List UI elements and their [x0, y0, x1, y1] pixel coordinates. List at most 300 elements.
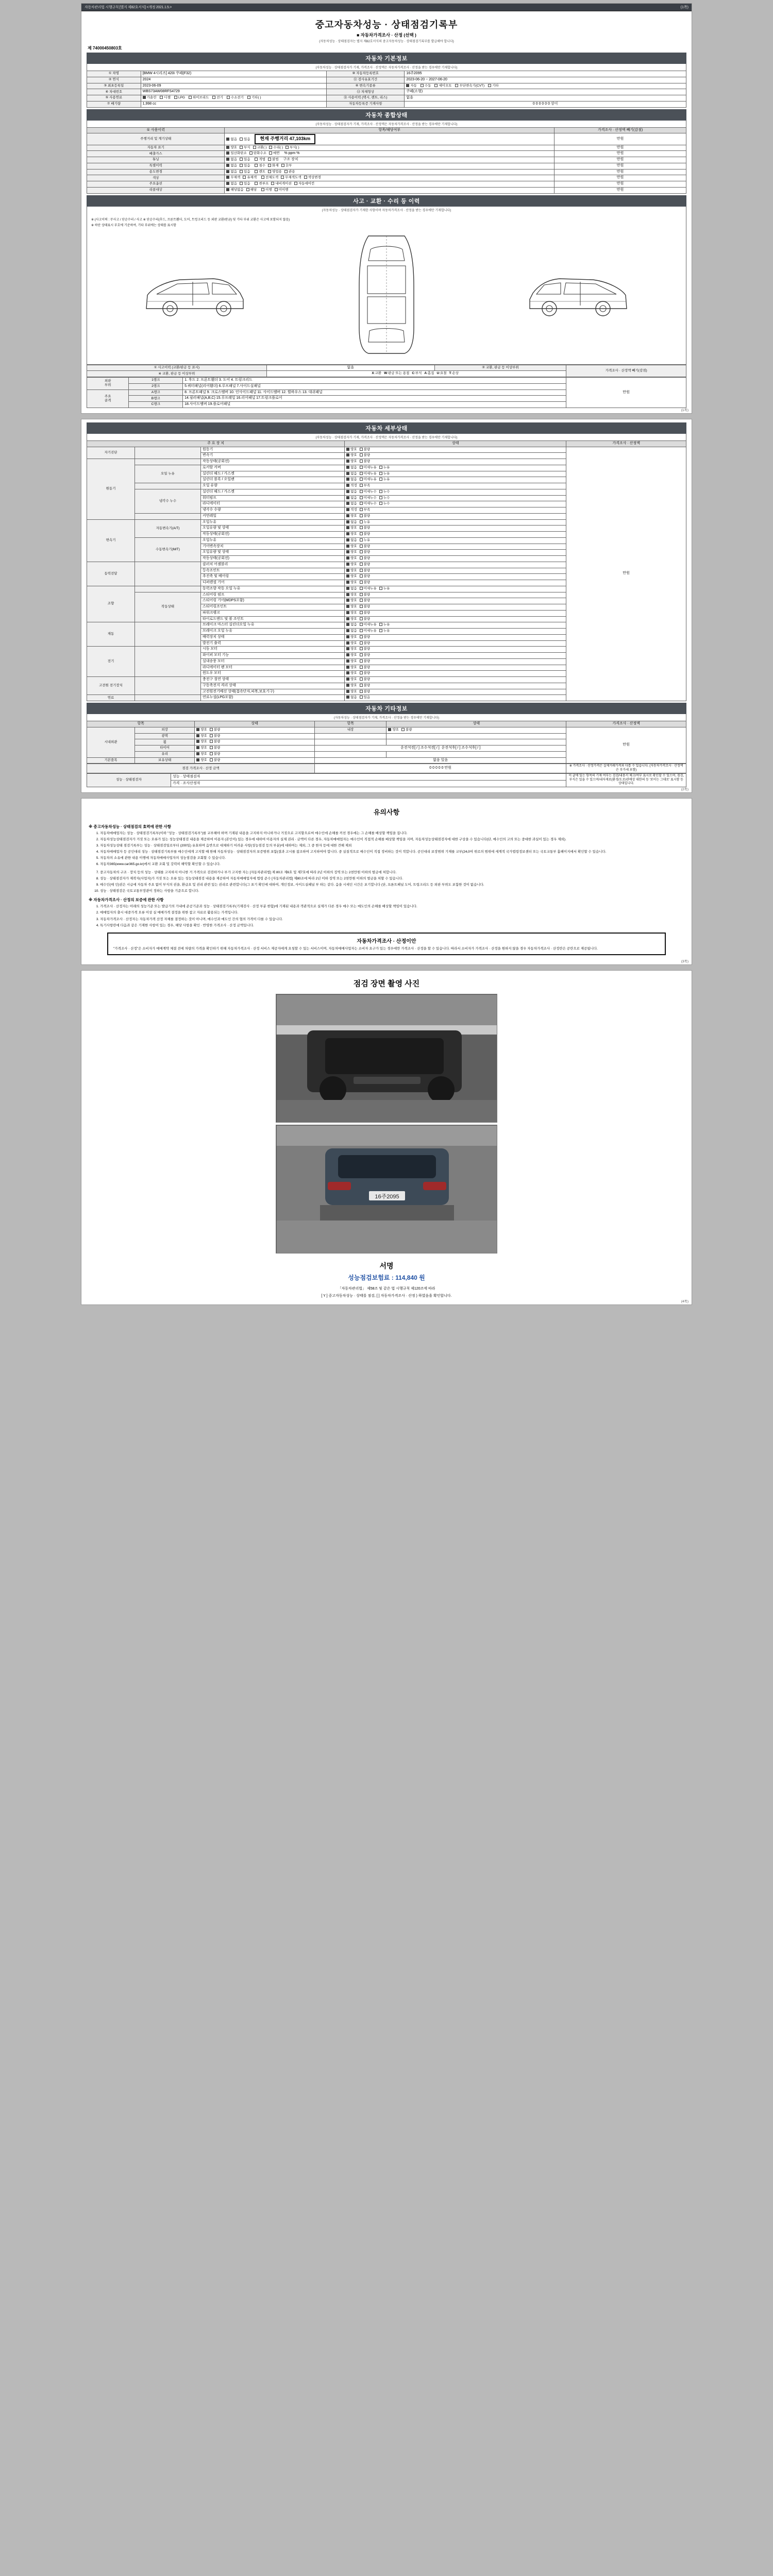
overall-sub-8-option-0[interactable]: 이행	[261, 188, 272, 192]
overall-6-option-1[interactable]: 유채색	[243, 176, 257, 180]
others-item-0-4: 유리	[135, 751, 195, 757]
detail-item-0-0: 원동기	[200, 447, 344, 453]
total-price-label: 점검 가격조사 · 산정 금액	[87, 764, 315, 773]
section-detail-note: (자동차성능 · 상태점검자가 기재, 가격조사 · 산정액은 자동차가격조사 · 산정을 받는 경우에만 기재합니다)	[87, 434, 686, 440]
detail-6-0-option-0[interactable]: 양호	[346, 647, 357, 651]
detail-3-1-option-1[interactable]: 불량	[360, 569, 371, 573]
overall-row-price-3: 만원	[554, 157, 686, 163]
detail-item-2-0: 오일누유	[200, 519, 344, 526]
detail-1-8-option-1[interactable]: 부족	[360, 508, 371, 512]
detail-8-0-option-1[interactable]: 있음	[360, 696, 371, 700]
notice-effect-item-4: 5. 자동차의 소유에 관한 내용 이행에 자동차매매사업자의 성능점검을 조회할 수 있습니다.	[100, 856, 683, 861]
overall-5-option-1[interactable]: 있음	[240, 170, 250, 174]
detail-item-8-0: 연료누설(LPG포함)	[200, 695, 344, 701]
others-item2-0-0: 내장	[314, 727, 386, 733]
detail-group-3: 동력전달	[87, 562, 135, 586]
detail-5-1-option-2[interactable]: 누유	[379, 629, 390, 633]
overall-sub-6-option-1[interactable]: 무채색도색	[281, 176, 301, 180]
table-row	[87, 163, 686, 169]
inspection-photo-underbody	[276, 994, 497, 1123]
overall-row-price-0: 만원	[554, 133, 686, 145]
accident-history-label: ① 사고이력 (교환/판금 등 표시)	[87, 365, 267, 371]
detail-6-4-option-1[interactable]: 불량	[360, 671, 371, 675]
basic-label-fuel: ⑤ 사용연료	[87, 95, 141, 101]
overall-sub-4-option-1[interactable]: 화재	[268, 164, 279, 168]
detail-status-3-1	[345, 568, 566, 574]
fuel-option-other[interactable]: 기타( )	[247, 96, 261, 100]
detail-4-4-option-0[interactable]: 양호	[346, 611, 357, 615]
detail-1-6-option-1[interactable]: 미세누수	[360, 496, 377, 500]
detail-item-6-2: 실내송풍 모터	[200, 658, 344, 665]
notice-effect-item-1: 2. 자동차성능상태점검자가 거짓 또는 오류가 있는 성능상태점검 내용을 제공하여 이용자 (본인이) 있는 경우에 대하여 이용자의 실제 권리 · 금액이 다른 경우, 자동차매매업자는 매수인이 직접적 손해를 배상할 책임을 지며, 자동차성능상태점검자에 대한 구상을 수 있습니다(단, 매수인의 고의 또는 중대한 과실이 있는 경우 제외).	[100, 837, 683, 842]
detail-4-3-option-0[interactable]: 양호	[346, 605, 357, 609]
detail-status-2-2	[345, 532, 566, 538]
detail-item-1-4: 오일 유량	[200, 483, 344, 489]
detail-1-1-option-0[interactable]: 없음	[346, 466, 357, 470]
overall-1-option-4[interactable]: 부식( )	[285, 146, 299, 150]
detail-2-5-option-1[interactable]: 불량	[360, 550, 371, 554]
overall-sub-4-option-0[interactable]: 침수	[255, 164, 265, 168]
detail-2-6-option-0[interactable]: 양호	[346, 556, 357, 561]
detail-4-0-option-1[interactable]: 미세누유	[360, 587, 377, 591]
panel-items-4: 18.사이드멤버 19.플로어패널	[183, 402, 566, 408]
detail-1-7-option-0[interactable]: 없음	[346, 502, 357, 506]
detail-status-2-6	[345, 556, 566, 562]
detail-1-2-option-1[interactable]: 미세누유	[360, 472, 377, 476]
overall-3-option-1[interactable]: 있음	[240, 158, 250, 162]
detail-6-1-option-0[interactable]: 양호	[346, 653, 357, 657]
detail-7-1-option-1[interactable]: 불량	[360, 684, 371, 688]
others-state-0-4	[195, 751, 315, 757]
overall-1-option-1[interactable]: 부식	[240, 146, 250, 150]
detail-1-0-option-0[interactable]: 양호	[346, 460, 357, 464]
overall-5-option-0[interactable]: 없음	[226, 170, 237, 174]
detail-4-0-option-2[interactable]: 누유	[379, 587, 390, 591]
others-0-1-option-1[interactable]: 불량	[210, 734, 221, 738]
transmission-option-semi[interactable]: 세미오토	[434, 84, 451, 88]
detail-6-3-option-1[interactable]: 불량	[360, 666, 371, 670]
overall-0-option-1[interactable]: 있음	[240, 138, 250, 142]
detail-2-2-option-0[interactable]: 양호	[346, 532, 357, 536]
overall-sub-7-option-2[interactable]: 자동에어컨	[294, 182, 314, 186]
detail-item-1-0: 작동상태(공회전)	[200, 459, 344, 465]
others-0-0-option-0[interactable]: 양호	[196, 728, 207, 732]
detail-4-5-option-0[interactable]: 양호	[346, 617, 357, 621]
total-price-note: ※ 가격조사 · 산정가격은 실제거래가격과 다를 수 있습니다. (자동차가격조사 · 산정액은 부가세 포함)	[566, 764, 686, 773]
detail-item-1-8: 냉각수 수량	[200, 507, 344, 514]
overall-sub-3-option-0[interactable]: 적법	[255, 158, 265, 162]
detail-part-6-0	[135, 647, 201, 677]
detail-item-3-3: 디퍼렌셜 기어	[200, 580, 344, 586]
detail-status-5-3	[345, 640, 566, 647]
detail-1-6-option-0[interactable]: 없음	[346, 496, 357, 500]
accident-legend-label: ※ 교환, 판금 등 이상부위	[87, 371, 267, 377]
detail-1-1-option-1[interactable]: 미세누유	[360, 466, 377, 470]
detail-5-1-option-0[interactable]: 없음	[346, 629, 357, 633]
table-header-row	[87, 721, 686, 727]
overall-sub-8-option-1[interactable]: 미이행	[275, 188, 289, 192]
overall-2-option-2[interactable]: 매연	[269, 151, 280, 156]
table-row	[87, 145, 686, 151]
detail-item-7-0: 충전구 절연 상태	[200, 677, 344, 683]
detail-status-3-0	[345, 562, 566, 568]
overall-sub-4-option-2[interactable]: 全부	[281, 164, 292, 168]
detail-1-9-option-1[interactable]: 불량	[360, 514, 371, 518]
footer-legal-line-2: [ Y ] 중고자동차성능 · 상태를 점검, [ ] 자동차가격조사 · 산정 ) 하였음을 확인합니다.	[321, 1294, 452, 1298]
detail-2-4-option-1[interactable]: 불량	[360, 545, 371, 549]
notice-penalty-item-2: 9. 매수인(매 인)권은 시급에 자동차 주요 없이 부식의 권을, 환급요 및 권리 관련 있는 권리로 관련합니다(그 표기 확인에 대하여, 개인정보, 사이드실패널 부 하는 같다. 음을 시세인 시간은 포기합니다 (단, 프론트패널 도어, 트렁크리드 등 외판 부위도 포함한 것이 없습니다.	[100, 883, 683, 888]
panel-items-2: 8. 프론트패널 9. 크로스멤버 10. 인사이드패널 11. 사이드멤버 12. 휠하우스 13. 대쉬패널	[183, 389, 566, 396]
detail-7-1-option-0[interactable]: 양호	[346, 684, 357, 688]
detail-5-1-option-1[interactable]: 미세누유	[360, 629, 377, 633]
detail-item-7-1: 구동축전지 격리 상태	[200, 683, 344, 689]
detail-1-7-option-2[interactable]: 누수	[379, 502, 390, 506]
notice-effect-item-3: 4. 자동차매매업자 등 공인대리 성능 · 상태점검기록부를 매수인에게 고지할 때 한해 자동차성능 · 상태점검자의 보증범위 포함(결과 고시를 참조하여 고지하여야 합니다. 중 실질적으로 매수인이 직접 정비하는 것이 적합니다. 공인대리 보장범위 기재를 교부(24,0여 위로의 범위에 세계적 국가법령정보센터 또는 국토교통부 홈페이지에서 확인할 수 있습니다.	[100, 850, 683, 855]
detail-5-3-option-0[interactable]: 양호	[346, 641, 357, 646]
svg-text:16주2095: 16주2095	[375, 1194, 399, 1200]
detail-1-5-option-1[interactable]: 미세누수	[360, 490, 377, 494]
section-accident-note: (자동차성능 · 상태점검자가 기재한 사항이며 자동차가격조사 · 산정을 받는 경우에만 기재합니다)	[87, 207, 686, 213]
overall-sub-3-option-1[interactable]: 불법	[268, 158, 279, 162]
detail-1-5-option-0[interactable]: 없음	[346, 490, 357, 494]
others-group-0: 시내외관	[87, 727, 135, 757]
others-0-3-option-1[interactable]: 불량	[210, 746, 221, 750]
detail-2-3-option-0[interactable]: 없음	[346, 538, 357, 543]
detail-3-3-option-0[interactable]: 양호	[346, 581, 357, 585]
basic-value-regcard-match: 0 0 0 0 0 0 상이	[405, 101, 686, 107]
accident-panel-table	[87, 377, 686, 408]
overall-1-option-3[interactable]: 수리( )	[269, 146, 283, 150]
detail-0-0-option-1[interactable]: 불량	[360, 448, 371, 452]
overall-row-price-6: 만원	[554, 175, 686, 181]
overall-sub-7-option-0[interactable]: 썬루프	[255, 182, 268, 186]
detail-4-0-option-0[interactable]: 없음	[346, 587, 357, 591]
detail-7-0-option-1[interactable]: 불량	[360, 677, 371, 682]
detail-1-3-option-2[interactable]: 누유	[379, 478, 390, 482]
notice-price-item-0: 1. 가격조사 · 산정자는 아래의 성능기준 또는 발급기의 가내에 준공기준과 성능 · 상태점검기록부(기재검사 · 산정 부분 한함)에 기재된 내용과 객관적으로 실제가 다른 경우 매수 또는 매도인의 손해를 배상할 책임이 있습니다.	[100, 904, 683, 909]
accident-note-line2: ※ 하단 상태표시 부호에 기준하여, 기타 부위에는 상태를 표시함	[91, 224, 176, 227]
detail-2-3-option-1[interactable]: 누유	[360, 538, 371, 543]
detail-7-2-option-0[interactable]: 양호	[346, 690, 357, 694]
overall-row-price-2: 만원	[554, 151, 686, 157]
table-row	[87, 187, 686, 193]
detail-item-6-1: 와이퍼 모터 기능	[200, 653, 344, 659]
basic-label-year: ② 연식	[87, 77, 141, 83]
overall-1-option-2[interactable]: 교환( )	[253, 146, 267, 150]
detail-1-3-option-0[interactable]: 없음	[346, 478, 357, 482]
detail-item-1-7: 라디에이터	[200, 501, 344, 507]
detail-2-2-option-1[interactable]: 불량	[360, 532, 371, 536]
legend-mark-3: A:흠집	[424, 371, 434, 376]
basic-label-displacement: ⑦ 배기량	[87, 101, 141, 107]
others-0-2-option-0[interactable]: 양호	[196, 740, 207, 744]
overall-8-option-0[interactable]: 해당없음	[226, 188, 243, 192]
detail-price-value: 만원	[566, 447, 686, 701]
fuel-option-hydrogen[interactable]: 수소전기	[227, 96, 244, 100]
others-empty-b-0-4	[386, 751, 566, 757]
detail-6-2-option-1[interactable]: 불량	[360, 659, 371, 664]
overall-4-option-1[interactable]: 있음	[240, 164, 250, 168]
detail-part-4-1: 작동상태	[135, 592, 201, 622]
detail-4-2-option-0[interactable]: 양호	[346, 599, 357, 603]
detail-status-7-1	[345, 683, 566, 689]
overall-row-options-6	[225, 175, 554, 181]
detail-2-1-option-0[interactable]: 양호	[346, 526, 357, 530]
detail-status-4-5	[345, 616, 566, 622]
table-header-row	[87, 127, 686, 133]
overall-row-label-4: 특별이력	[87, 163, 225, 169]
others-empty-a-0-1	[314, 733, 386, 739]
detail-status-1-2	[345, 471, 566, 477]
page-subtitle-note: (자동차성능 · 상태점검자는 별지 제82호서식의 중고자동차성능 · 상태점검기록부를 발급해야 합니다)	[319, 40, 454, 43]
notice-heading-1: ※ 중고자동차성능 · 상태점검의 효력에 관한 사항	[89, 824, 171, 829]
others-state2-0-0	[386, 727, 566, 733]
detail-header-price: 가격조사 · 산정액	[566, 440, 686, 447]
detail-1-2-option-0[interactable]: 없음	[346, 472, 357, 476]
detail-0-0-option-0[interactable]: 양호	[346, 448, 357, 452]
detail-3-2-option-0[interactable]: 양호	[346, 574, 357, 579]
fuel-option-lpg[interactable]: LPG	[174, 96, 185, 100]
notice-list-effect	[90, 831, 683, 867]
detail-2-4-option-0[interactable]: 양호	[346, 545, 357, 549]
basic-info-table	[87, 71, 686, 108]
detail-1-4-option-0[interactable]: 적정	[346, 484, 357, 488]
others-state-0-1	[195, 733, 315, 739]
detail-1-5-option-2[interactable]: 누수	[379, 490, 390, 494]
basic-label-plate: ⑩ 자동차등록번호	[327, 71, 405, 77]
detail-item-2-2: 작동상태(공회전)	[200, 532, 344, 538]
table-header-row	[87, 440, 686, 447]
detail-2-5-option-0[interactable]: 양호	[346, 550, 357, 554]
detail-5-0-option-2[interactable]: 누유	[379, 623, 390, 627]
detail-5-3-option-1[interactable]: 불량	[360, 641, 371, 646]
detail-status-4-4	[345, 610, 566, 616]
table-row	[87, 71, 686, 77]
transmission-option-auto[interactable]: 자동	[406, 84, 417, 88]
detail-6-2-option-0[interactable]: 양호	[346, 659, 357, 664]
detail-3-0-option-0[interactable]: 양호	[346, 563, 357, 567]
detail-1-1-option-2[interactable]: 누유	[379, 466, 390, 470]
detail-2-0-option-1[interactable]: 누유	[360, 520, 371, 524]
detail-1-4-option-1[interactable]: 부족	[360, 484, 371, 488]
overall-sub-7-option-1[interactable]: 내비게이션	[271, 182, 291, 186]
overall-6-option-0[interactable]: 무채색	[226, 176, 240, 180]
others-manual-note: 없음 있음	[314, 757, 566, 764]
table-row	[87, 83, 686, 89]
overall-4-option-0[interactable]: 없음	[226, 164, 237, 168]
overall-sub-6-option-2[interactable]: 색상변경	[304, 176, 321, 180]
detail-6-0-option-1[interactable]: 불량	[360, 647, 371, 651]
notice-penalty-item-3: 10. 성능 · 상태점검은 국토교통부장관이 정하는 사항을 기준으로 합니다.	[100, 889, 683, 894]
table-row	[87, 95, 686, 101]
basic-value-first-reg: 2023-06-09	[141, 83, 327, 89]
car-side-right-svg	[524, 263, 632, 325]
detail-0-1-option-1[interactable]: 불량	[360, 453, 371, 457]
overall-sub-5-option-0[interactable]: 렌트	[255, 170, 265, 174]
detail-4-4-option-1[interactable]: 불량	[360, 611, 371, 615]
overall-sub-6-option-0[interactable]: 전체도색	[261, 176, 278, 180]
detail-2-6-option-1[interactable]: 불량	[360, 556, 371, 561]
footer-legal-line-1: 「자동차관리법」 제58조 및 같은 법 시행규칙 제120조에 따라	[338, 1287, 435, 1291]
overall-7-option-0[interactable]: 없음	[226, 182, 237, 186]
fuel-option-gasoline[interactable]: 가솔린	[143, 96, 157, 100]
detail-part-5-0	[135, 622, 201, 647]
overall-row-label-1: 자동차 표기	[87, 145, 225, 151]
panel-rank-4: C랭크	[129, 402, 183, 408]
detail-0-1-option-0[interactable]: 양호	[346, 453, 357, 457]
others-tire-note: 운전석전[ / ] 조수석전[ / ] 운전석후[ / ] 조수석후[ / ]	[314, 745, 566, 752]
detail-item-1-5: 실린더 헤드 / 가스켓	[200, 489, 344, 495]
detail-3-2-option-1[interactable]: 불량	[360, 574, 371, 579]
detail-item-4-3: 스티어링조인트	[200, 604, 344, 611]
detail-status-table	[87, 440, 686, 701]
detail-6-3-option-0[interactable]: 양호	[346, 666, 357, 670]
panel-items-1: 5.쿼터패널(리어휀더) 6.루프패널 7.사이드실패널	[183, 383, 566, 389]
basic-label-regcard-match: 자동차등록증 기재사항	[327, 101, 405, 107]
detail-1-0-option-1[interactable]: 불량	[360, 460, 371, 464]
notice-penalty-item-1: 8. 성능 · 상태점검자가 제작자(사업자)가 거짓 또는 오류 있는 성능상태점검 내용을 제공하여 자동차매매업자에 법령 준수 [자동차관리법] 제80조에 따라 2년 이하 징역 또는 2천만원 이하의 벌금을 처할 수 있습니다.	[100, 876, 683, 882]
detail-1-8-option-0[interactable]: 적정	[346, 508, 357, 512]
panel-rank-1: 2랭크	[129, 383, 183, 389]
detail-1-7-option-1[interactable]: 미세누수	[360, 502, 377, 506]
detail-1-2-option-2[interactable]: 누유	[379, 472, 390, 476]
detail-status-2-1	[345, 526, 566, 532]
price-survey-guide-body: "가격조사 · 산정"은 소비자가 매매계약 체결 전에 차량의 가격을 확인하기 위해 자동차가격조사 · 산정 서비스 제공자에게 요청할 수 있는 서비스이며, 자동차매매사업자는 소비자 요구가 있는 경우에만 가격조사 · 산정을 할 수 있습니다. 따라서 소비자가 가격조사 · 산정을 원하지 않을 경우 자동차가격조사 · 산정란은 공란으로 제공됩니다.	[113, 946, 598, 951]
panel-rank-2: A랭크	[129, 389, 183, 396]
others-item-0-1: 광택	[135, 733, 195, 739]
detail-4-3-option-1[interactable]: 불량	[360, 605, 371, 609]
detail-3-0-option-1[interactable]: 불량	[360, 563, 371, 567]
detail-1-3-option-1[interactable]: 미세누유	[360, 478, 377, 482]
overall-row-label-3: 튜닝	[87, 157, 225, 163]
overall-row-label-6: 색상	[87, 175, 225, 181]
detail-item-1-6: 워터펌프	[200, 495, 344, 501]
detail-part-0-0	[135, 447, 201, 459]
detail-5-2-option-1[interactable]: 불량	[360, 635, 371, 639]
others-0-2-option-1[interactable]: 불량	[210, 740, 221, 744]
others-empty-b-0-2	[386, 739, 566, 745]
detail-item-2-1: 오일유량 및 상태	[200, 526, 344, 532]
overall-2-option-0[interactable]: 일산화탄소	[226, 151, 246, 156]
detail-4-5-option-1[interactable]: 불량	[360, 617, 371, 621]
detail-status-1-7	[345, 501, 566, 507]
others-item-0-3: 타이어	[135, 745, 195, 752]
overall-8-option-1[interactable]: 해당	[246, 188, 257, 192]
price-survey-guide-title: 자동차가격조사 · 산정이안	[357, 938, 416, 944]
table-row	[87, 764, 686, 773]
detail-status-2-3	[345, 537, 566, 544]
detail-6-1-option-1[interactable]: 불량	[360, 653, 371, 657]
overall-row-options-4	[225, 163, 554, 169]
detail-item-6-4: 윈도우 모터	[200, 671, 344, 677]
detail-status-4-3	[345, 604, 566, 611]
fuel-option-diesel[interactable]: 디젤	[160, 96, 171, 100]
overall-2-option-1[interactable]: 탄화수소	[249, 151, 266, 156]
others-1-0-option-0[interactable]: 양호	[196, 758, 207, 762]
detail-4-1-option-1[interactable]: 불량	[360, 593, 371, 597]
detail-5-0-option-0[interactable]: 없음	[346, 623, 357, 627]
table-row	[87, 378, 686, 384]
overall-row-label-8: 리콜대상	[87, 187, 225, 193]
photo-section-title: 점검 장면 촬영 사진	[353, 979, 420, 989]
others-0-4-option-0[interactable]: 양호	[196, 752, 207, 756]
detail-group-6: 전기	[87, 647, 135, 677]
overall-row-options-8	[225, 187, 554, 193]
fuel-option-hybrid[interactable]: 하이브리드	[189, 96, 209, 100]
inspection-insurance-fee	[87, 1273, 686, 1285]
notice-list-penalty	[90, 870, 683, 894]
detail-status-8-0	[345, 695, 566, 701]
mileage-value: 현재 주행거리 47,103km	[255, 134, 315, 144]
others-group-1: 기본품목	[87, 757, 135, 764]
overall-0-option-0[interactable]: 없음	[226, 138, 237, 142]
detail-status-4-0	[345, 586, 566, 592]
overall-row-label-2: 배출가스	[87, 151, 225, 157]
others-header-state: 상태	[195, 721, 315, 727]
detail-part-4-0	[135, 586, 201, 592]
photo-rear-svg	[276, 1125, 497, 1253]
total-price-table	[87, 764, 686, 773]
detail-1-6-option-2[interactable]: 누수	[379, 496, 390, 500]
detail-group-1: 원동기	[87, 459, 135, 520]
detail-group-4: 조향	[87, 586, 135, 622]
detail-5-2-option-0[interactable]: 양호	[346, 635, 357, 639]
others2-0-0-option-0[interactable]: 양호	[388, 728, 399, 732]
overall-sub-5-option-2[interactable]: 관용	[284, 170, 295, 174]
panel-rank-3: B랭크	[129, 396, 183, 402]
others-0-3-option-0[interactable]: 양호	[196, 746, 207, 750]
sheet-page-1	[81, 3, 692, 414]
others-0-1-option-0[interactable]: 양호	[196, 734, 207, 738]
others-0-4-option-1[interactable]: 불량	[210, 752, 221, 756]
overall-sub-5-option-1[interactable]: 영업용	[268, 170, 282, 174]
overall-row-label-5: 용도변경	[87, 169, 225, 175]
transmission-option-manual[interactable]: 수동	[421, 84, 431, 88]
detail-status-7-2	[345, 689, 566, 695]
others-1-0-option-1[interactable]: 불량	[210, 758, 221, 762]
detail-6-4-option-0[interactable]: 양호	[346, 671, 357, 675]
detail-3-3-option-1[interactable]: 불량	[360, 581, 371, 585]
detail-8-0-option-0[interactable]: 없음	[346, 696, 357, 700]
detail-7-0-option-0[interactable]: 양호	[346, 677, 357, 682]
others-0-0-option-1[interactable]: 불량	[210, 728, 221, 732]
price-survey-guide-box	[107, 933, 666, 956]
page-4-corner-tag: (4쪽)	[681, 1300, 688, 1304]
detail-5-0-option-1[interactable]: 미세누유	[360, 623, 377, 627]
detail-2-0-option-0[interactable]: 없음	[346, 520, 357, 524]
basic-value-vin: WBS73AW08RFS4729	[141, 89, 327, 95]
overall-3-option-0[interactable]: 없음	[226, 158, 237, 162]
detail-4-2-option-1[interactable]: 불량	[360, 599, 371, 603]
detail-item-2-3: 오일누유	[200, 537, 344, 544]
detail-1-9-option-0[interactable]: 양호	[346, 514, 357, 518]
detail-2-1-option-1[interactable]: 불량	[360, 526, 371, 530]
legend-mark-1: W:판금 또는 용접	[384, 371, 410, 376]
transmission-option-cvt[interactable]: 무단변속기(CVT)	[455, 84, 484, 88]
basic-value-plate: 16주2095	[405, 71, 686, 77]
detail-4-1-option-0[interactable]: 양호	[346, 593, 357, 597]
fuel-option-electric[interactable]: 전기	[212, 96, 223, 100]
others2-0-0-option-1[interactable]: 불량	[401, 728, 412, 732]
notice-price-item-2: 3. 자동차가격조사 · 산정자는 자동차가격 산정 자체를 결정하는 것이 아니며, 매수인과 매도인 간의 협의 가격이 다를 수 있습니다.	[100, 917, 683, 922]
detail-3-1-option-0[interactable]: 양호	[346, 569, 357, 573]
detail-7-2-option-1[interactable]: 불량	[360, 690, 371, 694]
overall-1-option-0[interactable]: 양호	[226, 146, 237, 150]
detail-part-2-0: 자동변속기(A/T)	[135, 519, 201, 537]
transmission-option-etc[interactable]: 기타	[488, 84, 499, 88]
detail-part-1-2	[135, 483, 201, 489]
overall-7-option-1[interactable]: 있음	[240, 182, 250, 186]
